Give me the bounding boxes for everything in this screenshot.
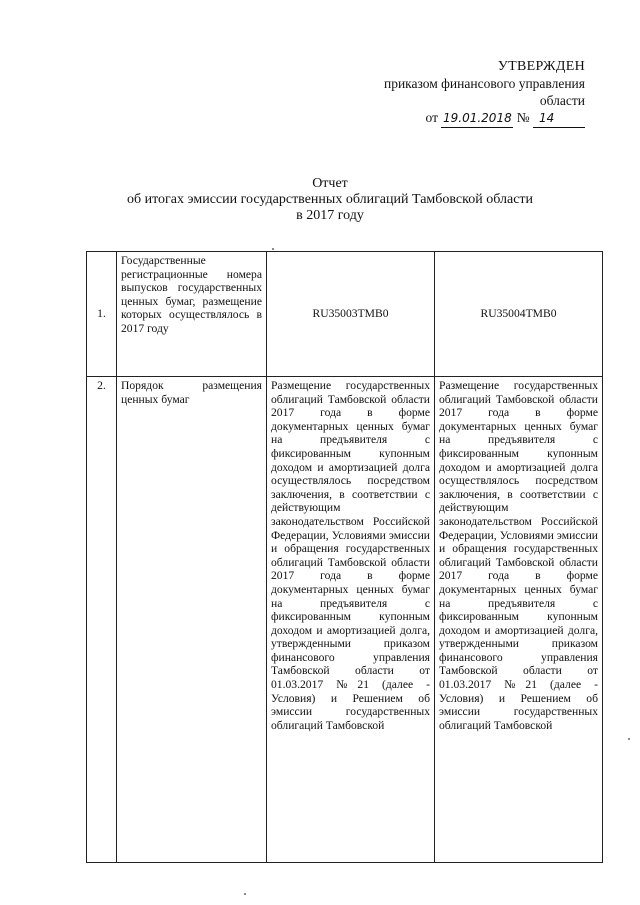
row-label: Порядок размещения ценных бумаг — [117, 377, 267, 863]
report-title-line-1: Отчет — [312, 176, 348, 191]
scan-speck — [244, 893, 246, 895]
approval-heading: УТВЕРЖДЕН — [497, 59, 585, 74]
row-number: 2. — [87, 377, 117, 863]
date-prefix: от — [425, 110, 438, 125]
emission-table — [86, 251, 603, 863]
registration-number-2: RU35004TMB0 — [435, 252, 603, 377]
approval-date-line — [340, 109, 585, 128]
table-row — [87, 377, 603, 863]
placement-procedure-1: Размещение государственных облигаций Тамбовской области 2017 года в форме документарных ценных бумаг на предъявителя с фиксированным купонным доходом и амортизацией долга осуществлялось посредством заключения, в соответствии с действующим законодательством Российской Федерации, Условиями эмиссии и обращения государственных облигаций Тамбовской области 2017 года в форме документарных ценных бумаг на предъявителя с фиксированным купонным доходом и амортизацией долга, утвержденными приказом финансового управления Тамбовской области от 01.03.2017 №21 (далее - Условия) и Решением об эмиссии государственных облигаций Тамбовской — [267, 377, 435, 863]
report-title — [90, 176, 570, 224]
table-row — [87, 252, 603, 377]
report-title-line-2: об итогах эмиссии государственных облигаций Тамбовской области — [126, 192, 534, 207]
scan-speck — [272, 248, 274, 250]
number-sign: № — [516, 110, 530, 125]
approval-block — [340, 58, 585, 128]
approval-line-2: области — [539, 93, 585, 108]
handwritten-date: 19.01.2018 — [441, 110, 513, 128]
row-number: 1. — [87, 252, 117, 377]
scan-speck — [628, 738, 630, 740]
handwritten-number: 14 — [533, 110, 585, 128]
row-label: Государственные регистрационные номера выпусков государственных ценных бумаг, размещение которых осуществлялось в 2017 году — [117, 252, 267, 377]
report-title-line-3: в 2017 году — [296, 208, 364, 223]
approval-line-1: приказом финансового управления — [383, 76, 585, 91]
placement-procedure-2: Размещение государственных облигаций Тамбовской области 2017 года в форме документарных ценных бумаг на предъявителя с фиксированным купонным доходом и амортизацией долга осуществлялось посредством заключения, в соответствии с действующим законодательством Российской Федерации, Условиями эмиссии и обращения государственных облигаций Тамбовской области 2017 года в форме документарных ценных бумаг на предъявителя с фиксированным купонным доходом и амортизацией долга, утвержденными приказом финансового управления Тамбовской области от 01.03.2017 №21 (далее - Условия) и Решением об эмиссии государственных облигаций Тамбовской — [435, 377, 603, 863]
registration-number-1: RU35003TMB0 — [267, 252, 435, 377]
